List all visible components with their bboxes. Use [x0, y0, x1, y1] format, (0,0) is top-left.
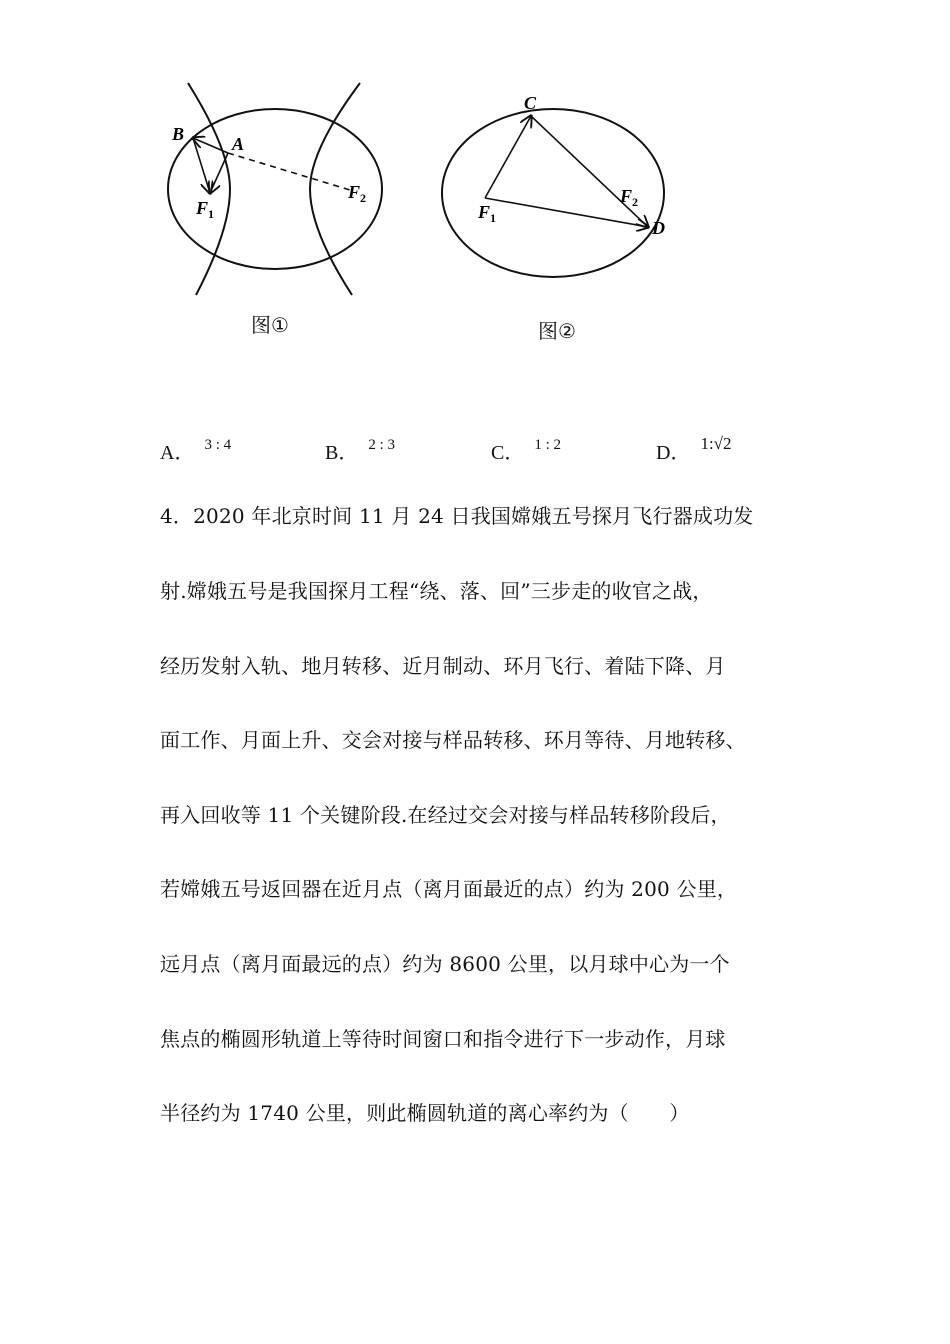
figure-1-caption: 图①: [251, 313, 289, 337]
option-a[interactable]: [160, 436, 231, 465]
figure-2: [440, 90, 680, 290]
question-line-6: 若嫦娥五号返回器在近月点（离月面最近的点）约为 200 公里，: [160, 877, 738, 901]
option-b-label: B．: [325, 442, 359, 464]
question-line-1: 4．2020 年北京时间 11 月 24 日我国嫦娥五号探月飞行器成功发: [160, 504, 754, 528]
option-b-value: 2 : 3: [368, 437, 396, 453]
option-c-label: C．: [491, 442, 525, 464]
label-F2: $F_2$: [348, 182, 367, 205]
question-line-7: 远月点（离月面最远的点）约为 8600 公里，以月球中心为一个: [160, 952, 730, 976]
vector-F1C: [485, 116, 531, 198]
label-F1: $F_1$: [478, 202, 497, 225]
figure-1-diagram: [160, 80, 400, 310]
question-line-5: 再入回收等 11 个关键阶段.在经过交会对接与样品转移阶段后，: [160, 803, 731, 827]
label-D: D: [652, 218, 665, 238]
figure-2-caption: 图②: [538, 319, 576, 343]
option-d-value: 1:√2: [700, 434, 732, 453]
figure-1: [160, 80, 400, 310]
label-F2: $F_2$: [620, 186, 639, 209]
option-b[interactable]: [325, 436, 395, 465]
question-line-8: 焦点的椭圆形轨道上等待时间窗口和指令进行下一步动作，月球: [160, 1027, 726, 1051]
vector-AF1: [210, 153, 228, 193]
option-d-label: D．: [656, 442, 691, 464]
option-c[interactable]: [491, 436, 561, 465]
figure-2-diagram: [440, 90, 680, 290]
label-B: B: [172, 124, 185, 144]
label-C: C: [524, 93, 537, 113]
label-A: A: [232, 134, 245, 154]
segment-AF2: [228, 153, 350, 190]
option-d[interactable]: [656, 436, 732, 465]
question-line-3: 经历发射入轨、地月转移、近月制动、环月飞行、着陆下降、月: [160, 654, 726, 678]
question-line-2: 射.嫦娥五号是我国探月工程“绕、落、回”三步走的收官之战，: [160, 579, 713, 603]
question-line-9: 半径约为 1740 公里，则此椭圆轨道的离心率约为（ ）: [160, 1101, 690, 1125]
vector-BF1: [193, 138, 210, 193]
vector-AB: [193, 138, 228, 153]
option-a-label: A．: [160, 442, 195, 464]
option-c-value: 1 : 2: [534, 437, 562, 453]
option-a-value: 3 : 4: [204, 437, 232, 453]
label-F1: $F_1$: [196, 198, 215, 221]
question-line-4: 面工作、月面上升、交会对接与样品转移、环月等待、月地转移、: [160, 728, 746, 752]
